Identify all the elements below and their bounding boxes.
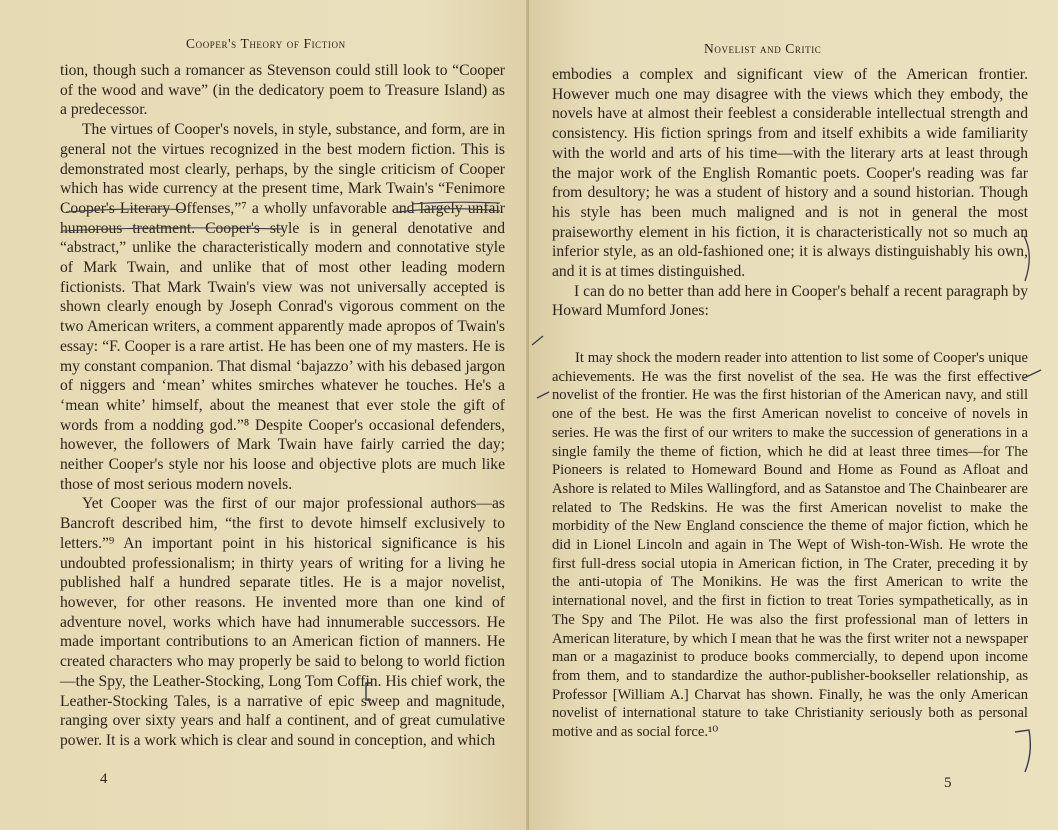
right-page [529,0,1058,830]
quote-paragraph: It may shock the modern reader into attention to list some of Cooper's unique achievements. He was the first novelist of the sea. He was the first effective novelist of the frontier. He was the first historian of the American navy, and still one of the best. He was the first American novelist to conceive of novels in series. He was the first of our writers to make the succession of generations in a single family the theme of fiction, which he did at least three times—for The Pioneers is related to Homeward Bound and Home as Found as Afloat and Ashore is related to Miles Wallingford, and as Satanstoe and The Chainbearer are related to The Redskins. He was the first American novelist to make the morbidity of the New England conscience the theme of major fiction, which he did in Lionel Lincoln and again in The Wept of Wish-ton-Wish. He wrote the first full-dress social utopia in American fiction, in The Crater, preceding it by the anti-utopia of The Monikins. He was the first American to write the international novel, and the first in fiction to treat Tories sympathetically, as in The Spy and The Pilot. He was also the first professional man of letters in American literature, by which I mean that he was the first writer not a newspaper man or a magazinist to produce books commercially, to depend upon income from them, and to standardize the author-publisher-bookseller relationship, as Professor [William A.] Charvat has shown. Finally, he was the only American novelist of international stature to take Christianity seriously both as personal motive and as social force.¹⁰ [552,350,1028,741]
margin-tick [532,336,543,345]
margin-dash-frontier [537,392,549,398]
right-paragraph-2: I can do no better than add here in Cooper's behalf a recent paragraph by Howard Mumford Jones: [552,282,1028,320]
page-number-left: 4 [100,771,108,787]
left-paragraph-2: The virtues of Cooper's novels, in style, substance, and form, are in general not the virtues recognized in the best modern fiction. This is demonstrated most clearly, perhaps, by the single criticism of Cooper which has wide currency at the present time, Mark Twain's “Fenimore Cooper's Literary Offenses,”⁷ a wholly unfavorable and largely unfair humorous treatment. Cooper's style is in general denotative and “abstract,” unlike the characteristically modern and connotative style of Mark Twain, and unlike that of most other leading modern fictionists. That Mark Twain's view was not universally accepted is shown clearly enough by Joseph Conrad's vigorous comment on the two American writers, a comment apparently made apropos of Twain's essay: “F. Cooper is a rare artist. He has been one of my masters. He is my constant companion. That dismal ‘bajazzo’ with his debased jargon of niggers and ‘mean’ whites smirches whatever he touches. He's a ‘mean white’ himself, about the meanest that ever stole the gift of words from a nodding god.”⁸ Despite Cooper's occasional defenders, however, the followers of Mark Twain have fairly carried the day; neither Cooper's style nor his loose and objective plots are much like those of most serious modern novels. [60,121,505,493]
left-paragraph-1: tion, though such a romancer as Stevenson could still look to “Cooper of the wood and wave” (in the dedicatory poem to Treasure Island) as a predecessor. [60,62,505,119]
right-body-text [552,65,1028,321]
right-paragraph-1: embodies a complex and significant view of the American frontier. However much one may disagree with the views which they embody, the novels have at almost their feeblest a considerable intellectual strength and consistency. His fiction springs from and itself exhibits a wide familiarity with the world and arts of his time—with the literary arts at least through the major work of the English Romantic poets. Cooper's reading was far from desultory; he was a student of history and a sound historian. Though his style has been much maligned and is not in general the most praiseworthy element in his fiction, it is characteristically not so much an inferior style, as an old-fashioned one; it is always distinguishably his own, and it is at times distinguished. [552,66,1028,281]
left-body-text [60,61,505,751]
left-paragraph-3: Yet Cooper was the first of our major professional authors—as Bancroft described him, “the first to devote himself exclusively to letters.”⁹ An important point in his historical significance is his undoubted professionalism; in thirty years of writing for a living he published half a hundred separate titles. He is a major novelist, however, for other reasons. He invented more than one kind of adventure novel, works which have had innumerable successors. He made important contributions to an American fiction of manners. He created characters who may properly be said to belong to world fiction—the Spy, the Leather-Stocking, Long Tom Coffin. His chief work, the Leather-Stocking Tales, is a narrative of epic sweep and magnitude, ranging over sixty years and half a continent, and of great cumulative power. It is a work which is clear and sound in conception, and which [60,495,505,749]
block-quote-jones [552,349,1028,742]
running-head-right: Novelist and Critic [704,41,822,56]
page-number-right: 5 [944,775,952,791]
running-head-left: Cooper's Theory of Fiction [186,36,346,51]
